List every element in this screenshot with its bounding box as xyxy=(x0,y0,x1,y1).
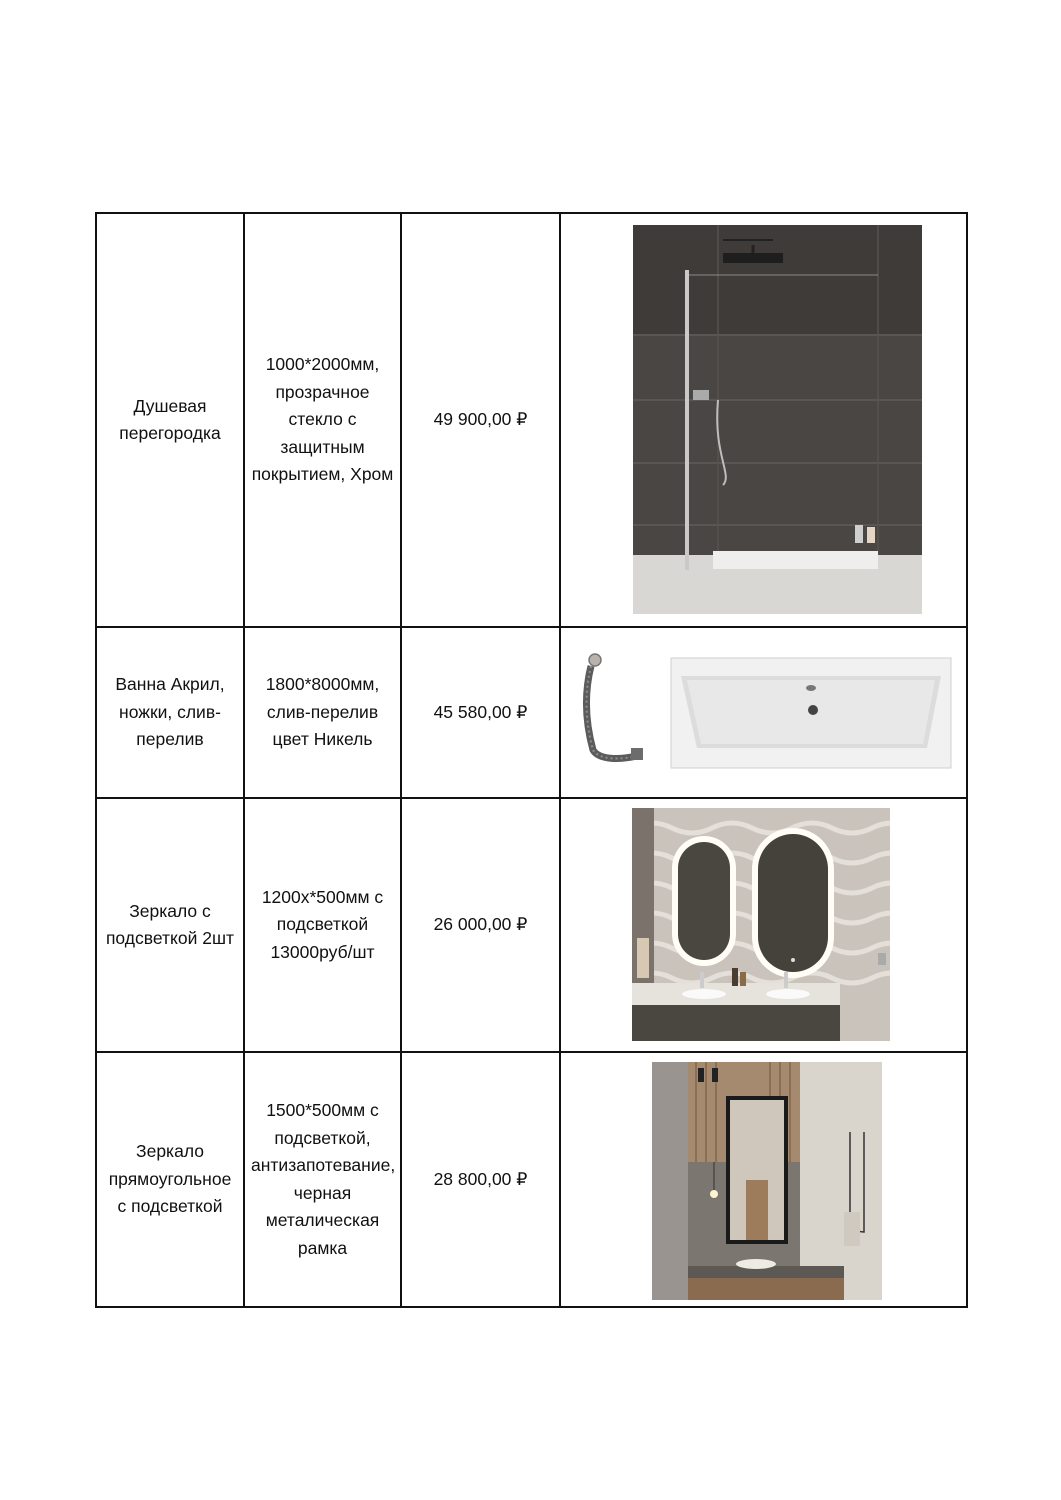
acrylic-bathtub-photo xyxy=(579,648,955,773)
table-row xyxy=(96,627,967,798)
product-price: 26 000,00 ₽ xyxy=(401,798,560,1052)
backlit-oval-mirrors-photo xyxy=(632,808,890,1041)
product-name: Зеркало с подсветкой 2шт xyxy=(96,798,244,1052)
product-price: 49 900,00 ₽ xyxy=(401,213,560,627)
product-image-cell xyxy=(560,213,967,627)
shower-partition-photo xyxy=(633,225,922,614)
table-row xyxy=(96,798,967,1052)
product-image-cell xyxy=(560,627,967,798)
product-name: Душевая перегородка xyxy=(96,213,244,627)
product-name: Ванна Акрил, ножки, слив-перелив xyxy=(96,627,244,798)
table-row xyxy=(96,1052,967,1307)
product-price: 28 800,00 ₽ xyxy=(401,1052,560,1307)
product-description: 1200х*500мм с подсветкой 13000руб/шт xyxy=(244,798,401,1052)
product-table xyxy=(95,212,968,1308)
rectangular-mirror-photo xyxy=(652,1062,882,1300)
product-image-cell xyxy=(560,1052,967,1307)
product-name: Зеркало прямоугольное с подсветкой xyxy=(96,1052,244,1307)
product-image-cell xyxy=(560,798,967,1052)
product-description: 1000*2000мм, прозрачное стекло с защитным покрытием, Хром xyxy=(244,213,401,627)
table-row xyxy=(96,213,967,627)
product-price: 45 580,00 ₽ xyxy=(401,627,560,798)
product-description: 1800*8000мм, слив-перелив цвет Никель xyxy=(244,627,401,798)
product-description: 1500*500мм с подсветкой, антизапотевание, черная металическая рамка xyxy=(244,1052,401,1307)
